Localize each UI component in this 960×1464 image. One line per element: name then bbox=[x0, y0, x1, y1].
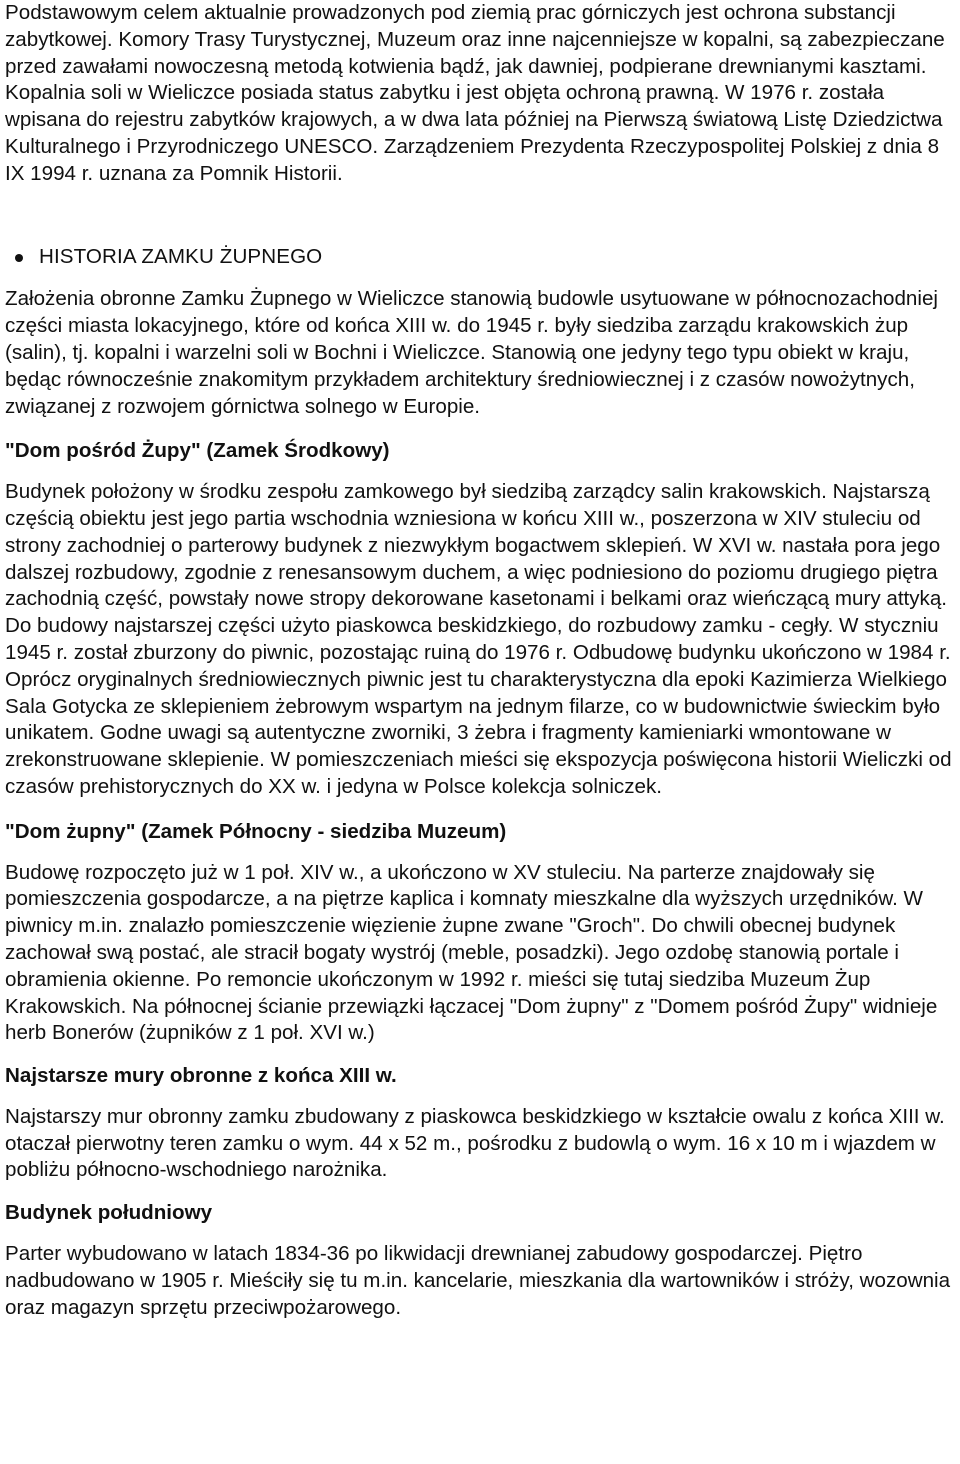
section-heading: "Dom żupny" (Zamek Północny - siedziba Muzeum) bbox=[5, 819, 507, 843]
intro-paragraph: Podstawowym celem aktualnie prowadzonych pod ziemią prac górniczych jest ochrona substancji zabytkowej. Komory Trasy Turystycznej, Muzeum oraz inne najcenniejsze w kopalni, są zabezpieczane przed zawałami nowoczesną metodą kotwienia bądź, jak dawniej, podpierane drewnianymi kasztami. Kopalnia soli w Wieliczce posiada status zabytku i jest objęta ochroną prawną. W 1976 r. została wpisana do rejestru zabytków krajowych, a w dwa lata później na Pierwszą światową Listę Dziedzictwa Kulturalnego i Przyrodniczego UNESCO. Zarządzeniem Prezydenta Rzeczypospolitej Polskiej z dnia 8 IX 1994 r. uznana za Pomnik Historii. bbox=[5, 1, 945, 185]
section-zamek-srodkowy bbox=[5, 438, 957, 800]
history-paragraph: Założenia obronne Zamku Żupnego w Wieliczce stanowią budowle usytuowane w północnozachodniej części miasta lokacyjnego, które od końca XIII w. do 1945 r. były siedziba zarządu krakowskich żup (salin), tj. kopalni i warzelni soli w Bochni i Wieliczce. Stanowią one jedyny tego typu obiekt w kraju, będąc równocześnie znakomitym przykładem architektury średniowiecznej i z czasów nowożytnych, związanej z rozwojem górnictwa solnego w Europie. bbox=[5, 287, 938, 418]
section-text: Parter wybudowano w latach 1834-36 po likwidacji drewnianej zabudowy gospodarczej. Piętro nadbudowano w 1905 r. Mieściły się tu m.in. kancelarie, mieszkania dla wartowników i stróży, wozownia oraz magazyn sprzętu przeciwpożarowego. bbox=[5, 1242, 951, 1319]
section-text: Budynek położony w środku zespołu zamkowego był siedzibą zarządcy salin krakowskich. Najstarszą częścią obiektu jest jego partia wschodnia wzniesiona w końcu XIII w., poszerzona w XIV stuleciu od strony zachodniej o parterowy budynek z niezwykłym bogactwem sklepień. W XVI w. nastała pora jego dalszej rozbudowy, zgodnie z renesansowym duchem, a więc podniesiono do poziomu drugiego piętra zachodnią część, powstały nowe stropy dekorowane kasetonami i belkami oraz wieńczącą mury attyką. Do budowy najstarszej części użyto piaskowca beskidzkiego, do rozbudowy zamku - cegły. W styczniu 1945 r. został zburzony do piwnic, pozostając ruiną do 1976 r. Odbudowę budynku ukończono w 1984 r. Oprócz oryginalnych średniowiecznych piwnic jest tu charakterystyczna dla epoki Kazimierza Wielkiego Sala Gotycka ze sklepieniem żebrowym wspartym na jednym filarze, co w budownictwie świeckim było unikatem. Godne uwagi są autentyczne zworniki, 3 żebra i fragmenty kamieniarki wmontowane w zrekonstruowane sklepienie. W pomieszczeniach mieści się ekspozycja poświęcona historii Wieliczki od czasów prehistorycznych do XX w. i jedyna w Polsce kolekcja solniczek. bbox=[5, 480, 952, 798]
section-mury-obronne bbox=[5, 1063, 957, 1184]
section-text: Budowę rozpoczęto już w 1 poł. XIV w., a ukończono w XV stuleciu. Na parterze znajdowały się pomieszczenia gospodarcze, a na piętrze kaplica i komnaty mieszkalne dla wyższych urzędników. W piwnicy m.in. znalazło pomieszczenie więzienie żupne zwane "Groch". Do chwili obecnej budynek zachował swą postać, ale stracił bogaty wystrój (meble, posadzki). Jego ozdobę stanowią portale i obramienia okienne. Po remoncie ukończonym w 1992 r. mieści się tutaj siedziba Muzeum Żup Krakowskich. Na północnej ścianie przewiązki łączacej "Dom żupny" z "Domem pośród Żupy" widnieje herb Bonerów (żupników z 1 poł. XVI w.) bbox=[5, 860, 938, 1045]
section-heading: Budynek południowy bbox=[5, 1201, 213, 1225]
section-zamek-polnocny bbox=[5, 819, 957, 1047]
document-page bbox=[5, 0, 957, 1321]
history-heading: HISTORIA ZAMKU ŻUPNEGO bbox=[39, 244, 323, 268]
section-text: Najstarszy mur obronny zamku zbudowany z piaskowca beskidzkiego w kształcie owalu z końca XIII w. otaczał pierwotny teren zamku o wym. 44 x 52 m., pośrodku z budowlą o wym. 16 x 10 m i wjazdem w pobliżu północno-wschodniego narożnika. bbox=[5, 1104, 945, 1182]
section-heading: "Dom pośród Żupy" (Zamek Środkowy) bbox=[5, 439, 390, 463]
section-heading: Najstarsze mury obronne z końca XIII w. bbox=[5, 1064, 397, 1088]
bullet-icon bbox=[15, 254, 23, 262]
section-budynek-poludniowy bbox=[5, 1200, 957, 1321]
history-bullet-item bbox=[5, 244, 957, 271]
